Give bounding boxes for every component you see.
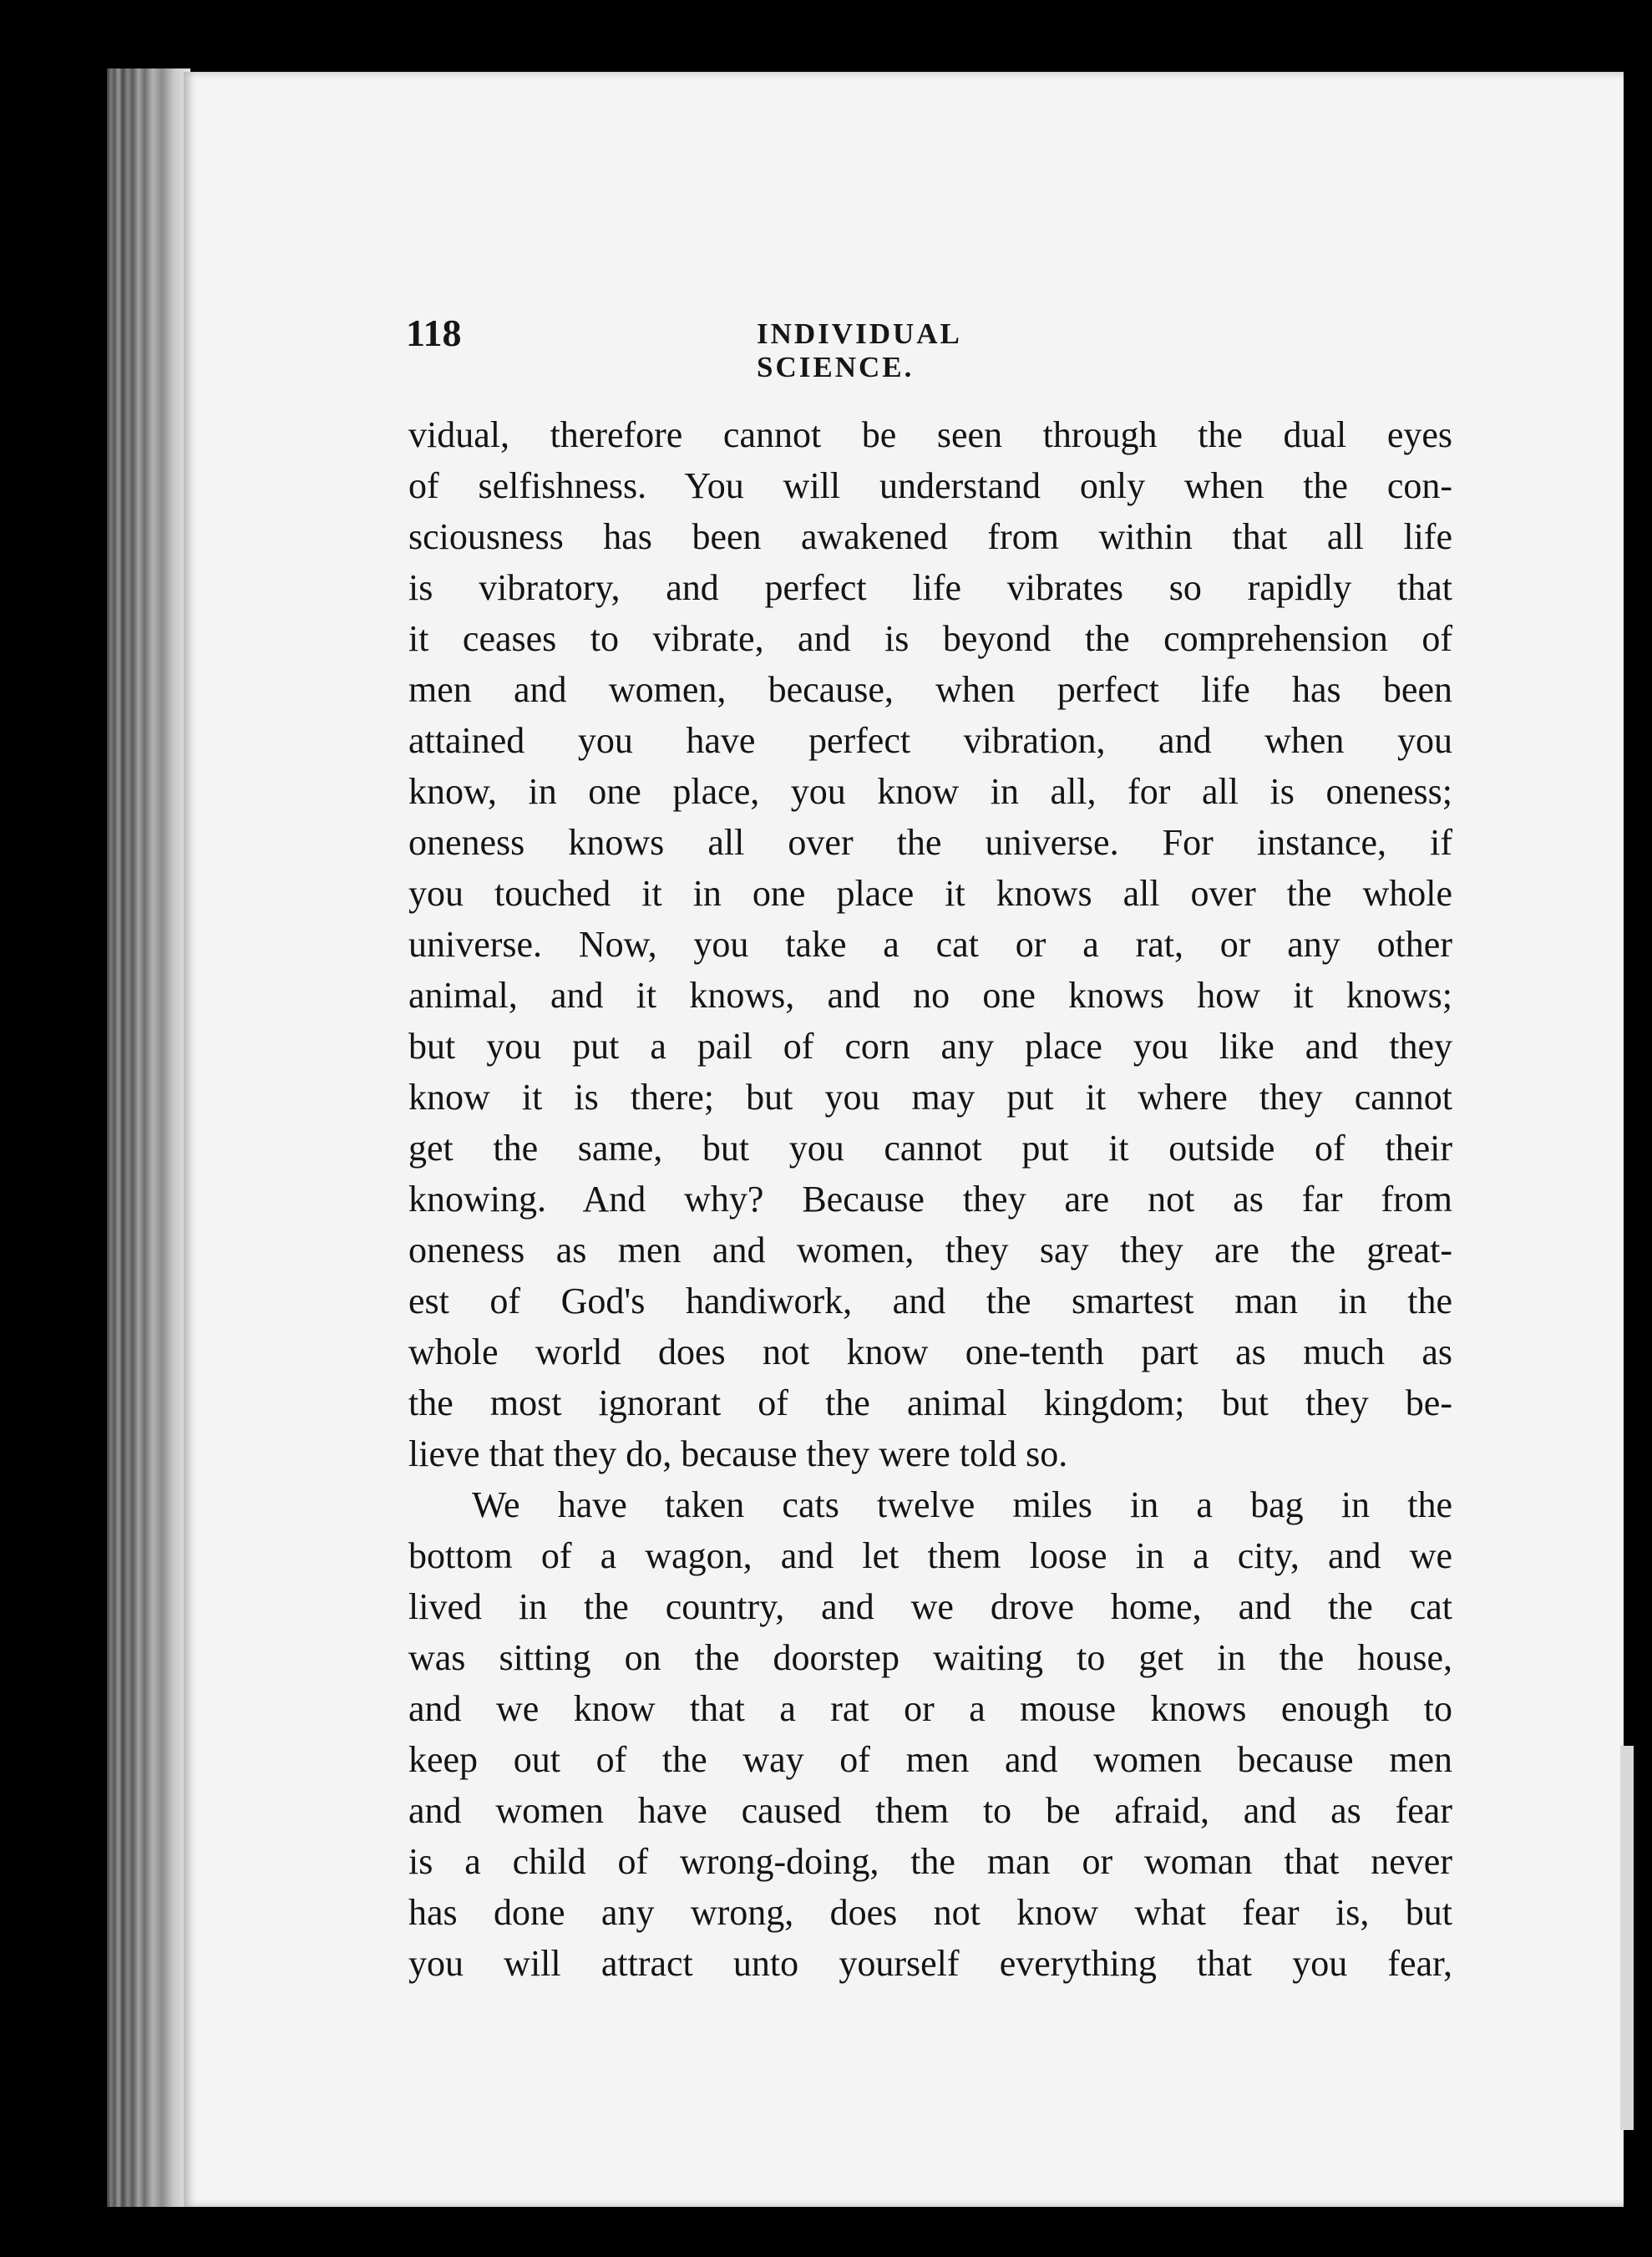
page-header (406, 311, 1116, 383)
text-line: and we know that a rat or a mouse knows enough to (408, 1688, 1452, 1729)
text-line: lieve that they do, because they were told so. (408, 1433, 1068, 1474)
text-line: lived in the country, and we drove home, and the cat (408, 1586, 1452, 1627)
text-line: and women have caused them to be afraid, and as fear (408, 1790, 1452, 1831)
text-line: of selfishness. You will understand only when the con- (408, 465, 1452, 506)
text-line: is vibratory, and perfect life vibrates so rapidly that (408, 567, 1452, 608)
page-number: 118 (406, 312, 462, 354)
text-line: bottom of a wagon, and let them loose in a city, and we (408, 1535, 1452, 1576)
text-line: sciousness has been awakened from within that all life (408, 516, 1452, 557)
text-line: was sitting on the doorstep waiting to get in the house, (408, 1637, 1452, 1678)
text-line: vidual, therefore cannot be seen through the dual eyes (408, 414, 1452, 455)
running-title: INDIVIDUAL SCIENCE. (757, 317, 960, 383)
text-line: it ceases to vibrate, and is beyond the comprehension of (408, 618, 1452, 659)
text-line: has done any wrong, does not know what fear is, but (408, 1892, 1452, 1933)
text-line: men and women, because, when perfect life has been (408, 669, 1452, 710)
text-line: you will attract unto yourself everything that you fear, (408, 1943, 1452, 1984)
text-line: but you put a pail of corn any place you like and they (408, 1026, 1452, 1067)
text-line: universe. Now, you take a cat or a rat, or any other (408, 924, 1452, 965)
text-line: oneness knows all over the universe. For instance, if (408, 822, 1452, 863)
text-line: get the same, but you cannot put it outside of their (408, 1128, 1452, 1169)
text-line: oneness as men and women, they say they are the great- (408, 1230, 1452, 1271)
text-line: We have taken cats twelve miles in a bag in the (472, 1484, 1452, 1525)
text-line: whole world does not know one-tenth part as much as (408, 1331, 1452, 1372)
text-line: you touched it in one place it knows all over the whole (408, 873, 1452, 914)
book-binding-edge (107, 68, 190, 2207)
text-line: know it is there; but you may put it where they cannot (408, 1077, 1452, 1118)
paragraph-2 (408, 1479, 1452, 1989)
text-line: attained you have perfect vibration, and when you (408, 720, 1452, 761)
text-line: animal, and it knows, and no one knows how it knows; (408, 975, 1452, 1016)
text-line: know, in one place, you know in all, for all is oneness; (408, 771, 1452, 812)
page-edge-shadow (1620, 1746, 1634, 2130)
text-line: the most ignorant of the animal kingdom; but they be- (408, 1382, 1452, 1423)
text-line: est of God's handiwork, and the smartest man in the (408, 1281, 1452, 1321)
text-line: is a child of wrong-doing, the man or woman that never (408, 1841, 1452, 1882)
text-line: keep out of the way of men and women because men (408, 1739, 1452, 1780)
text-line: knowing. And why? Because they are not as far from (408, 1179, 1452, 1220)
paragraph-1 (408, 409, 1452, 1479)
body-text (408, 409, 1452, 1989)
